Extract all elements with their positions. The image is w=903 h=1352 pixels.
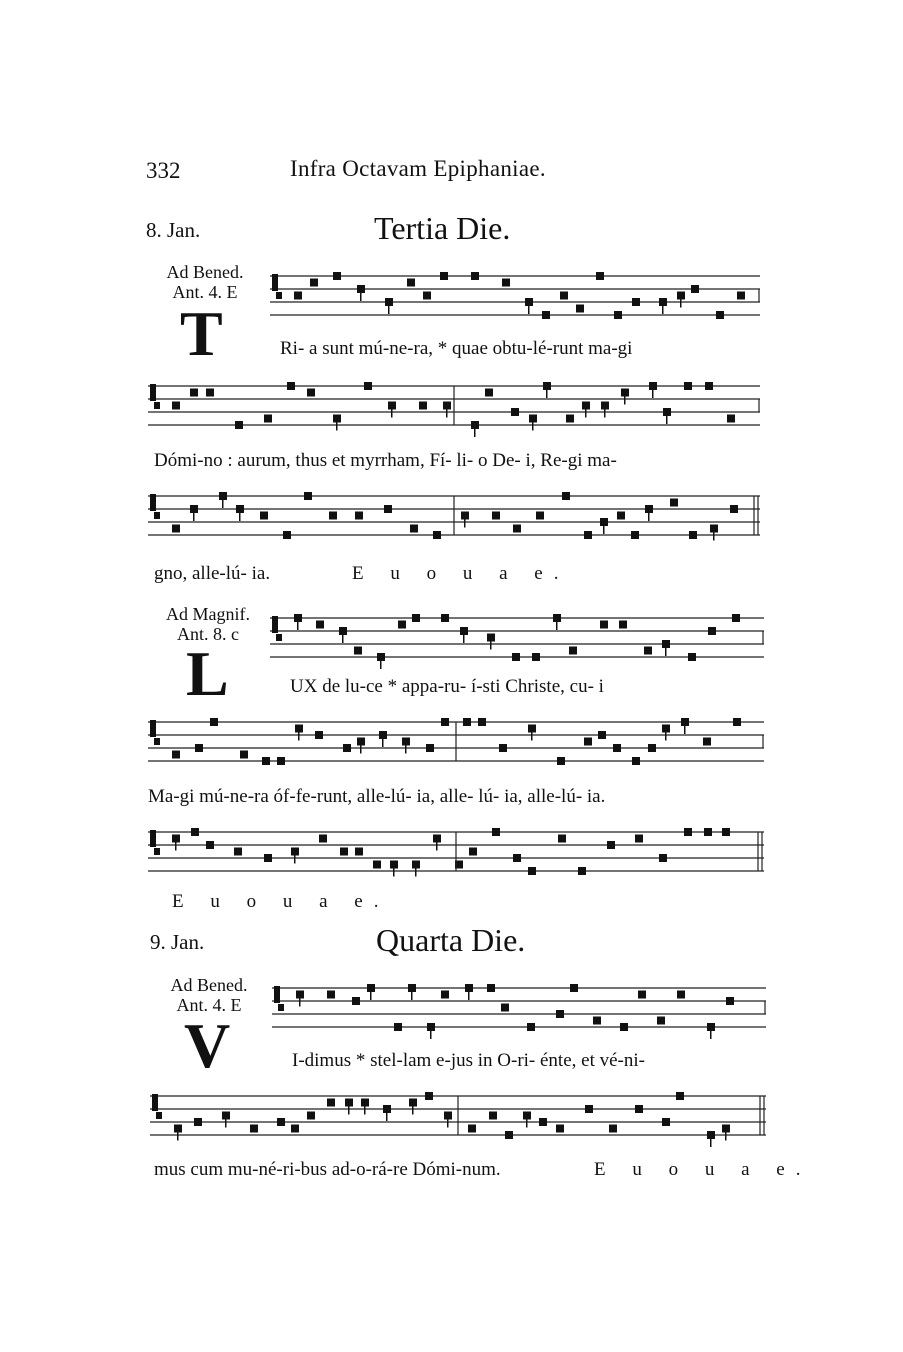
office-label: Ad Bened. bbox=[166, 262, 244, 282]
mode-label: Ant. 4. E bbox=[176, 995, 242, 1015]
lyric-line: gno, alle-lú- ia. bbox=[154, 563, 271, 584]
chant-staff bbox=[148, 490, 760, 550]
lyric-line: mus cum mu-né-ri-bus ad-o-rá-re Dómi-num. bbox=[154, 1159, 501, 1180]
lyric-line: I-dimus * stel-lam e-jus in O-ri- énte, et vé-ni- bbox=[292, 1050, 645, 1071]
date-8-jan: 8. Jan. bbox=[146, 218, 201, 242]
chant-staff bbox=[150, 1090, 766, 1150]
euouae: E u o u a e. bbox=[594, 1159, 812, 1180]
drop-capital-l: L bbox=[186, 638, 229, 709]
drop-capital-v: V bbox=[184, 1010, 231, 1081]
section-title-tertia-die: Tertia Die. bbox=[374, 210, 511, 246]
chant-staff bbox=[148, 716, 764, 776]
lyric-line: Dómi-no : aurum, thus et myrrham, Fí- li- o De- i, Re-gi ma- bbox=[154, 450, 617, 471]
chant-staff bbox=[270, 270, 760, 330]
chant-staff bbox=[270, 612, 764, 672]
office-label: Ad Magnif. bbox=[166, 604, 250, 624]
euouae: E u o u a e. bbox=[172, 891, 390, 912]
chant-staff bbox=[148, 826, 764, 886]
date-9-jan: 9. Jan. bbox=[150, 930, 205, 954]
chant-staff bbox=[148, 380, 760, 440]
office-label: Ad Bened. bbox=[170, 975, 248, 995]
mode-label: Ant. 4. E bbox=[172, 282, 238, 302]
section-title-quarta-die: Quarta Die. bbox=[376, 922, 526, 958]
running-title: Infra Octavam Epiphaniae. bbox=[290, 156, 546, 181]
drop-capital-t: T bbox=[180, 298, 223, 369]
lyric-line: UX de lu-ce * appa-ru- í-sti Christe, cu- i bbox=[290, 676, 604, 697]
page-number: 332 bbox=[146, 158, 181, 183]
antiphon-label bbox=[154, 975, 264, 1015]
lyric-line: Ma-gi mú-ne-ra óf-fe-runt, alle-lú- ia, alle- lú- ia, alle-lú- ia. bbox=[148, 786, 606, 807]
euouae: E u o u a e. bbox=[352, 563, 570, 584]
antiphon-label bbox=[150, 262, 260, 302]
lyric-line: Ri- a sunt mú-ne-ra, * quae obtu-lé-runt ma-gi bbox=[280, 338, 633, 359]
chant-staff bbox=[272, 982, 766, 1042]
mode-label: Ant. 8. c bbox=[177, 624, 239, 644]
